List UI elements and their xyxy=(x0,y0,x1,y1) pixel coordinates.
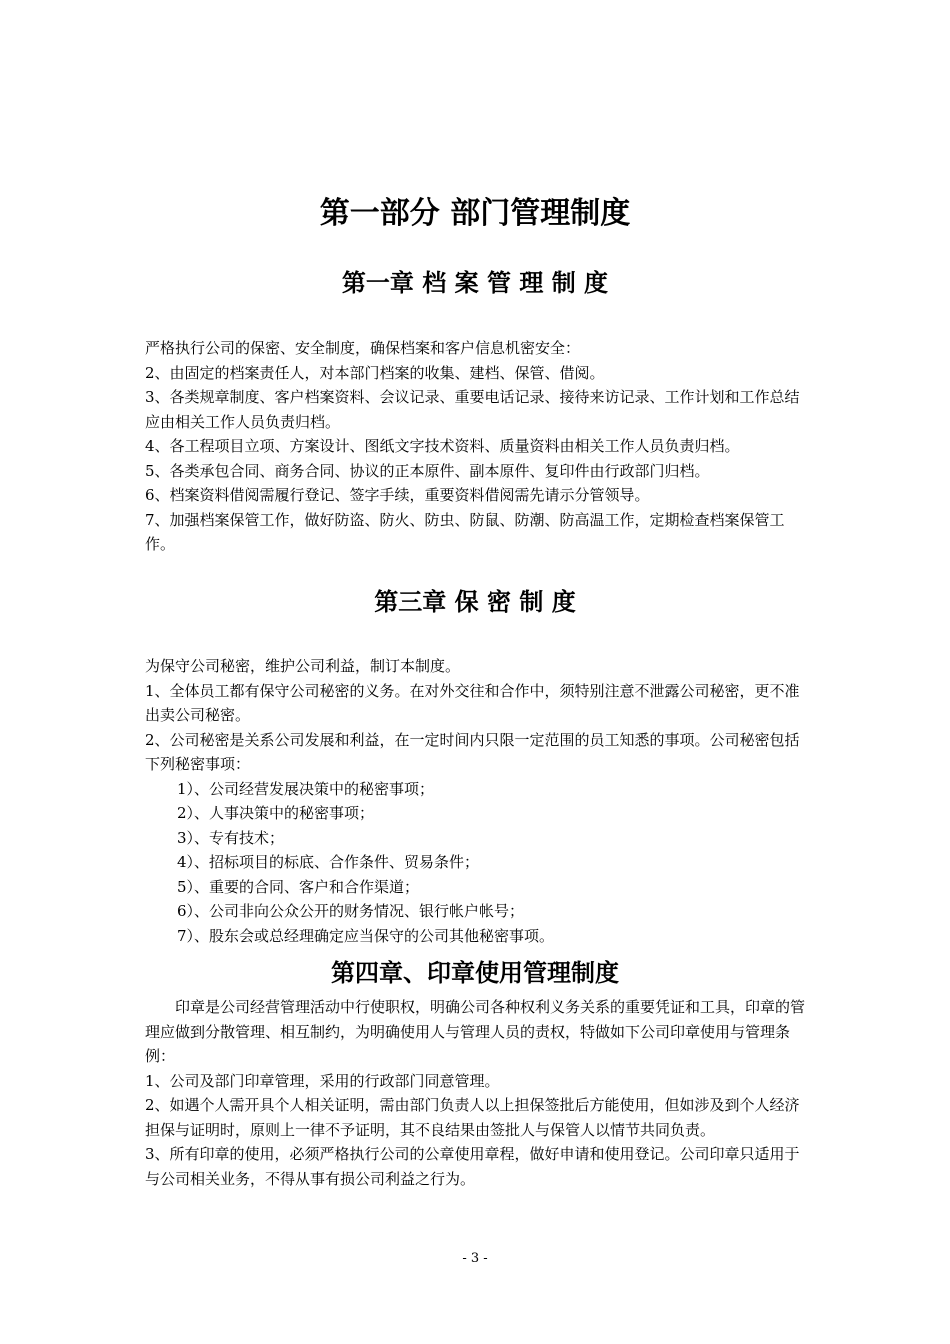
paragraph: 6、档案资料借阅需履行登记、签字手续，重要资料借阅需先请示分管领导。 xyxy=(145,486,650,504)
paragraph: 印章是公司经营管理活动中行使职权，明确公司各种权利义务关系的重要凭证和工具，印章的管理应做到分散管理、相互制约，为明确使用人与管理人员的责权，特做如下公司印章使用与管理条例： xyxy=(145,998,806,1065)
page-number: - 3 - xyxy=(462,1251,488,1266)
list-item: 3）、专有技术； xyxy=(177,828,285,847)
paragraph: 2、如遇个人需开具个人相关证明，需由部门负责人以上担保签批后方能使用，但如涉及到个人经济担保与证明时，原则上一律不予证明，其不良结果由签批人与保管人以情节共同负责。 xyxy=(145,1096,800,1139)
paragraph: 2、由固定的档案责任人，对本部门档案的收集、建档、保管、借阅。 xyxy=(145,363,605,382)
chapter1-title: 第一章 档 案 管 理 制 度 xyxy=(341,269,609,297)
list-item: 1）、公司经营发展决策中的秘密事项； xyxy=(177,779,435,798)
paragraph: 1、全体员工都有保守公司秘密的义务。在对外交往和合作中，须特别注意不泄露公司秘密，更不准出卖公司秘密。 xyxy=(145,681,800,724)
paragraph: 为保守公司秘密，维护公司利益，制订本制度。 xyxy=(145,657,461,675)
list-item: 7）、股东会或总经理确定应当保守的公司其他秘密事项。 xyxy=(177,926,555,945)
paragraph: 1、公司及部门印章管理，采用的行政部门同意管理。 xyxy=(145,1071,500,1090)
chapter1-body xyxy=(145,336,807,557)
list-item: 4）、招标项目的标底、合作条件、贸易条件； xyxy=(177,853,480,871)
list-item: 6）、公司非向公众公开的财务情况、银行帐户帐号； xyxy=(177,902,525,920)
paragraph: 7、加强档案保管工作，做好防盗、防火、防虫、防鼠、防潮、防高温工作，定期检查档案保管工作。 xyxy=(145,510,785,553)
paragraph: 5、各类承包合同、商务合同、协议的正本原件、副本原件、复印件由行政部门归档。 xyxy=(145,461,710,480)
chapter4-body xyxy=(145,995,807,1191)
chapter4-title: 第四章、印章使用管理制度 xyxy=(331,959,619,987)
paragraph: 2、公司秘密是关系公司发展和利益，在一定时间内只限一定范围的员工知悉的事项。公司秘密包括下列秘密事项： xyxy=(145,730,800,773)
paragraph: 严格执行公司的保密、安全制度，确保档案和客户信息机密安全： xyxy=(145,339,581,357)
paragraph: 3、各类规章制度、客户档案资料、会议记录、重要电话记录、接待来访记录、工作计划和工作总结应由相关工作人员负责归档。 xyxy=(145,388,800,431)
paragraph: 3、所有印章的使用，必须严格执行公司的公章使用章程，做好申请和使用登记。公司印章只适用于与公司相关业务，不得从事有损公司利益之行为。 xyxy=(145,1145,800,1188)
part-title: 第一部分 部门管理制度 xyxy=(319,196,631,231)
chapter3-body xyxy=(145,654,807,948)
paragraph: 4、各工程项目立项、方案设计、图纸文字技术资料、质量资料由相关工作人员负责归档。 xyxy=(145,437,740,455)
chapter3-title: 第三章 保 密 制 度 xyxy=(374,588,576,616)
list-item: 2）、人事决策中的秘密事项； xyxy=(177,804,375,822)
list-item: 5）、重要的合同、客户和合作渠道； xyxy=(177,877,420,896)
